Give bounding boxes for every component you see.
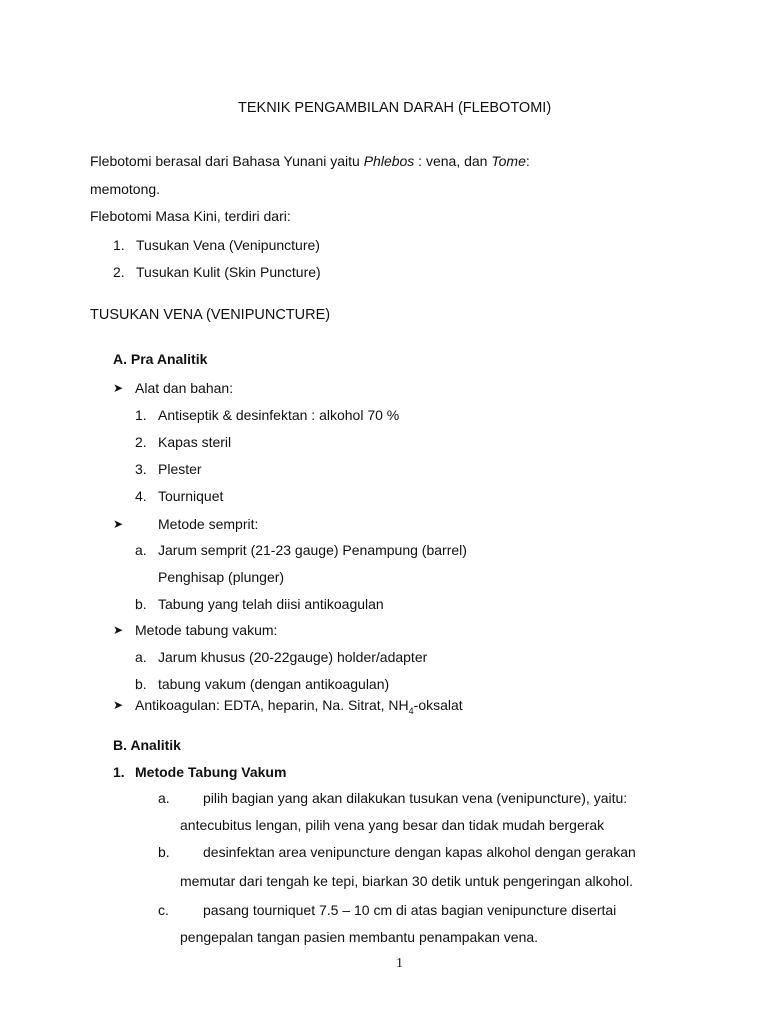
arrow-bullet-icon: ➤ [113, 517, 124, 531]
list-number: 2. [113, 264, 125, 280]
antikoagulan-subscript: 4 [408, 705, 414, 716]
step-line: antecubitus lengan, pilih vena yang besar dan tidak mudah bergerak [180, 817, 605, 833]
bullet-vakum: Metode tabung vakum: [135, 622, 278, 638]
intro-text-c: : [525, 153, 530, 169]
vakum-list-item [135, 648, 427, 666]
bullet-antikoagulan [135, 696, 463, 720]
list-text: Penghisap (plunger) [158, 569, 285, 585]
intro-tome: Tome [491, 153, 526, 169]
list-number: 1. [113, 237, 125, 253]
step-line: desinfektan area venipuncture dengan kapas alkohol dengan gerakan [203, 844, 636, 860]
intro-text-b: : vena, dan [414, 153, 492, 169]
list-number: 4. [135, 488, 147, 504]
list-text: Tourniquet [158, 488, 224, 504]
page-number: 1 [396, 956, 403, 971]
list-text: Antiseptik & desinfektan : alkohol 70 % [158, 407, 400, 423]
bullet-semprit: Metode semprit: [158, 516, 259, 532]
list-text: Jarum khusus (20-22gauge) holder/adapter [158, 649, 428, 665]
semprit-list-item [135, 568, 284, 586]
step-letter: a. [158, 790, 170, 806]
alat-list-item [135, 487, 223, 505]
intro-line-3: Flebotomi Masa Kini, terdiri dari: [90, 208, 291, 224]
arrow-bullet-icon: ➤ [113, 698, 124, 712]
list-number: 3. [135, 461, 147, 477]
vakum-list-item [135, 675, 389, 693]
list-text: Plester [158, 461, 202, 477]
step-line: pasang tourniquet 7.5 – 10 cm di atas bagian venipuncture disertai [203, 902, 617, 918]
arrow-bullet-icon: ➤ [113, 381, 124, 395]
subheading-number: 1. [113, 764, 125, 780]
list-text: Tusukan Kulit (Skin Puncture) [136, 264, 321, 280]
intro-list-item [113, 263, 321, 281]
step-letter: c. [158, 902, 169, 918]
list-number: b. [135, 596, 147, 612]
step-line: pilih bagian yang akan dilakukan tusukan vena (venipuncture), yaitu: [203, 790, 628, 806]
list-text: Jarum semprit (21-23 gauge) Penampung (barrel) [158, 542, 467, 558]
list-number: 1. [135, 407, 147, 423]
semprit-list-item [135, 595, 384, 613]
list-number: b. [135, 676, 147, 692]
list-text: Kapas steril [158, 434, 232, 450]
analitik-subheading [113, 763, 286, 781]
antikoagulan-text-b: -oksalat [413, 697, 463, 713]
list-text: Tabung yang telah diisi antikoagulan [158, 596, 384, 612]
list-text: tabung vakum (dengan antikoagulan) [158, 676, 390, 692]
intro-phlebos: Phlebos [363, 153, 415, 169]
intro-line-1 [90, 152, 530, 170]
list-number: a. [135, 542, 147, 558]
subheading-text: Metode Tabung Vakum [135, 764, 287, 780]
bullet-alat: Alat dan bahan: [135, 380, 234, 396]
alat-list-item [135, 406, 399, 424]
intro-line-2: memotong. [90, 181, 161, 197]
section-heading: TUSUKAN VENA (VENIPUNCTURE) [90, 307, 331, 323]
antikoagulan-text-a: Antikoagulan: EDTA, heparin, Na. Sitrat, NH [135, 697, 409, 713]
analitik-heading: B. Analitik [113, 737, 181, 753]
list-text: Tusukan Vena (Venipuncture) [136, 237, 320, 253]
step-line: pengepalan tangan pasien membantu penampakan vena. [180, 929, 539, 945]
alat-list-item [135, 433, 231, 451]
semprit-list-item [135, 541, 467, 559]
list-number: a. [135, 649, 147, 665]
arrow-bullet-icon: ➤ [113, 623, 124, 637]
intro-list-item [113, 236, 320, 254]
step-letter: b. [158, 844, 170, 860]
alat-list-item [135, 460, 202, 478]
intro-text-a: Flebotomi berasal dari Bahasa Yunani yaitu [90, 153, 364, 169]
step-line: memutar dari tengah ke tepi, biarkan 30 detik untuk pengeringan alkohol. [180, 873, 633, 889]
pra-analitik-heading: A. Pra Analitik [113, 351, 208, 367]
document-title: TEKNIK PENGAMBILAN DARAH (FLEBOTOMI) [238, 100, 552, 116]
list-number: 2. [135, 434, 147, 450]
